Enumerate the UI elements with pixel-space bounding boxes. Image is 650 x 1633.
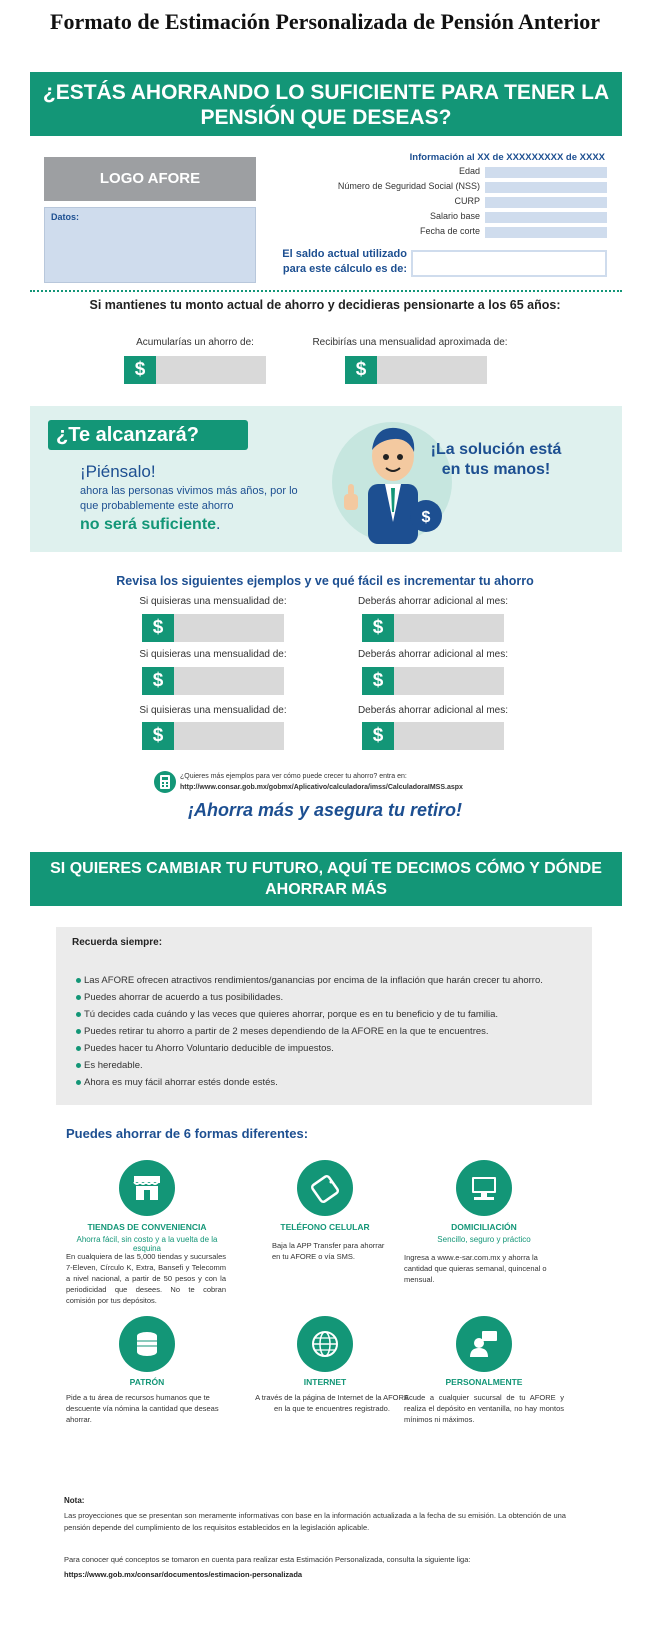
consar-text: [180, 771, 463, 793]
businessman-illustration: [330, 412, 460, 548]
saldo-box: [411, 250, 607, 277]
example-left-box-3: [142, 722, 284, 750]
example-right-box-2: [362, 667, 504, 695]
consar-url-link[interactable]: http://www.consar.gob.mx/gobmx/Aplicativo/calculadora/imss/CalculadoraIMSS.aspx: [180, 784, 463, 791]
field-box-curp: [485, 197, 607, 208]
forma-title-domiciliacion: DOMICILIACIÓN: [451, 1222, 517, 1232]
phone-icon: [297, 1160, 353, 1216]
calculator-icon: [154, 771, 176, 793]
piensalo-body: ahora las personas vivimos más años, por lo que probablemente este ahorro: [80, 485, 298, 512]
nota-body: Las proyecciones que se presentan son meramente informativas con base en la información actualizada a la fecha de su emisión. La obtención de una pensión depende del cumplimiento de los requisitos establecidos en la legislación aplicable.: [64, 1511, 566, 1532]
example-right-label-1: Deberás ahorrar adicional al mes:: [357, 596, 509, 607]
field-label-edad: Edad: [458, 166, 480, 176]
main-banner: ¿ESTÁS AHORRANDO LO SUFICIENTE PARA TENER LA PENSIÓN QUE DESEAS?: [30, 72, 622, 136]
nota-link-text: Para conocer qué conceptos se tomaron en cuenta para realizar esta Estimación Personalizada, consulta la siguiente liga:: [64, 1555, 471, 1564]
forma-subtitle-tiendas: Ahorra fácil, sin costo y a la vuelta de la esquina: [76, 1235, 218, 1253]
field-label-nss: Número de Seguridad Social (NSS): [337, 181, 480, 191]
no-suficiente-period: .: [216, 516, 221, 533]
acumular-amount-box: [124, 356, 266, 384]
slogan: ¡Ahorra más y asegura tu retiro!: [187, 800, 463, 820]
info-header: Información al XX de XXXXXXXXX de XXXX: [409, 152, 605, 163]
field-box-fecha: [485, 227, 607, 238]
example-right-box-1: [362, 614, 504, 642]
recuerda-item: Ahora es muy fácil ahorrar estés donde estés.: [76, 1077, 586, 1088]
acumular-label: Acumularías un ahorro de:: [136, 337, 254, 348]
field-box-nss: [485, 182, 607, 193]
store-icon: [119, 1160, 175, 1216]
recuerda-item: Tú decides cada cuándo y las veces que quieres ahorrar, porque es en tu beneficio y de tu familia.: [76, 1009, 586, 1020]
svg-text:$: $: [421, 509, 431, 526]
example-left-label-1: Si quisieras una mensualidad de:: [139, 596, 287, 607]
forma-body-telefono: Baja la APP Transfer para ahorrar en tu AFORE o vía SMS.: [272, 1241, 385, 1261]
example-right-box-3: [362, 722, 504, 750]
example-right-label-3: Deberás ahorrar adicional al mes:: [357, 705, 509, 716]
forma-title-patron: PATRÓN: [129, 1377, 165, 1387]
forma-body-domiciliacion: Ingresa a www.e-sar.com.mx y ahorra la cantidad que quieras semanal, quincenal o mensual.: [404, 1253, 547, 1284]
nota-title: Nota:: [64, 1496, 85, 1505]
example-left-label-3: Si quisieras una mensualidad de:: [139, 705, 287, 716]
dollar-icon: $: [142, 722, 174, 750]
dollar-icon: $: [362, 667, 394, 695]
example-left-label-2: Si quisieras una mensualidad de:: [139, 649, 287, 660]
field-label-fecha: Fecha de corte: [419, 226, 480, 236]
projection-heading: Si mantienes tu monto actual de ahorro y decidieras pensionarte a los 65 años:: [89, 298, 561, 312]
dollar-icon: $: [362, 722, 394, 750]
recibir-label: Recibirías una mensualidad aproximada de:: [312, 337, 508, 348]
forma-title-tiendas: TIENDAS DE CONVENIENCIA: [87, 1222, 207, 1232]
dollar-icon: $: [124, 356, 156, 384]
forma-subtitle-domiciliacion: Sencillo, seguro y práctico: [437, 1235, 531, 1244]
datos-label: Datos:: [51, 212, 80, 222]
field-box-salario: [485, 212, 607, 223]
formas-heading: Puedes ahorrar de 6 formas diferentes:: [66, 1126, 309, 1141]
computer-icon: [456, 1160, 512, 1216]
examples-heading: Revisa los siguientes ejemplos y ve qué fácil es incrementar tu ahorro: [116, 574, 534, 588]
dollar-icon: $: [362, 614, 394, 642]
recuerda-title: Recuerda siempre:: [72, 937, 163, 948]
example-right-label-2: Deberás ahorrar adicional al mes:: [357, 649, 509, 660]
forma-title-personalmente: PERSONALMENTE: [445, 1377, 523, 1387]
example-left-box-1: [142, 614, 284, 642]
coins-icon: [119, 1316, 175, 1372]
dotted-divider: [30, 290, 622, 292]
recuerda-item: Puedes ahorrar de acuerdo a tus posibilidades.: [76, 992, 586, 1003]
no-suficiente-emphasis: no será suficiente: [80, 516, 217, 533]
forma-body-personalmente: Acude a cualquier sucursal de tu AFORE y realiza el depósito en ventanilla, no hay montos mínimos ni máximos.: [404, 1393, 564, 1424]
recibir-amount-box: [345, 356, 487, 384]
secondary-banner: SI QUIERES CAMBIAR TU FUTURO, AQUÍ TE DECIMOS CÓMO Y DÓNDE AHORRAR MÁS: [30, 852, 622, 906]
field-label-curp: CURP: [454, 196, 480, 206]
saldo-label: El saldo actual utilizado para este cálculo es de:: [282, 248, 407, 275]
consar-question: ¿Quieres más ejemplos para ver cómo puede crecer tu ahorro? entra en:: [180, 773, 407, 780]
forma-body-tiendas: En cualquiera de las 5,000 tiendas y sucursales 7-Eleven, Círculo K, Extra, Bansefi y Telecomm a nivel nacional, a partir de 50 pesos y con la periodicidad que desees. No te cobran comisión por tus depósitos.: [66, 1252, 226, 1305]
afore-logo: LOGO AFORE: [44, 157, 256, 201]
field-label-salario: Salario base: [429, 211, 480, 221]
nota-url-link[interactable]: https://www.gob.mx/consar/documentos/estimacion-personalizada: [64, 1570, 303, 1579]
no-suficiente-text: [80, 516, 221, 534]
recuerda-item: Las AFORE ofrecen atractivos rendimientos/ganancias por encima de la inflación que harán crecer tu ahorro.: [76, 975, 586, 986]
datos-box: [44, 207, 256, 283]
field-box-edad: [485, 167, 607, 178]
forma-body-patron: Pide a tu área de recursos humanos que te descuente vía nómina la cantidad que deseas ahorrar.: [66, 1393, 219, 1424]
recuerda-item: Es heredable.: [76, 1060, 586, 1071]
page-title: Formato de Estimación Personalizada de Pensión Anterior: [50, 9, 600, 34]
person-icon: [456, 1316, 512, 1372]
piensalo-heading: ¡Piénsalo!: [80, 462, 156, 481]
dollar-icon: $: [142, 667, 174, 695]
dollar-icon: $: [345, 356, 377, 384]
forma-body-internet: A través de la página de Internet de la AFORE en la que te encuentres registrado.: [255, 1393, 409, 1413]
alcanzara-badge: ¿Te alcanzará?: [48, 420, 248, 450]
dollar-icon: $: [142, 614, 174, 642]
recuerda-item: Puedes hacer tu Ahorro Voluntario deducible de impuestos.: [76, 1043, 586, 1054]
solucion-text: ¡La solución está en tus manos!: [430, 441, 562, 478]
forma-title-telefono: TELÉFONO CELULAR: [280, 1222, 370, 1232]
forma-title-internet: INTERNET: [303, 1377, 347, 1387]
globe-icon: [297, 1316, 353, 1372]
recuerda-item: Puedes retirar tu ahorro a partir de 2 meses dependiendo de la AFORE en la que te encuentres.: [76, 1026, 586, 1037]
example-left-box-2: [142, 667, 284, 695]
